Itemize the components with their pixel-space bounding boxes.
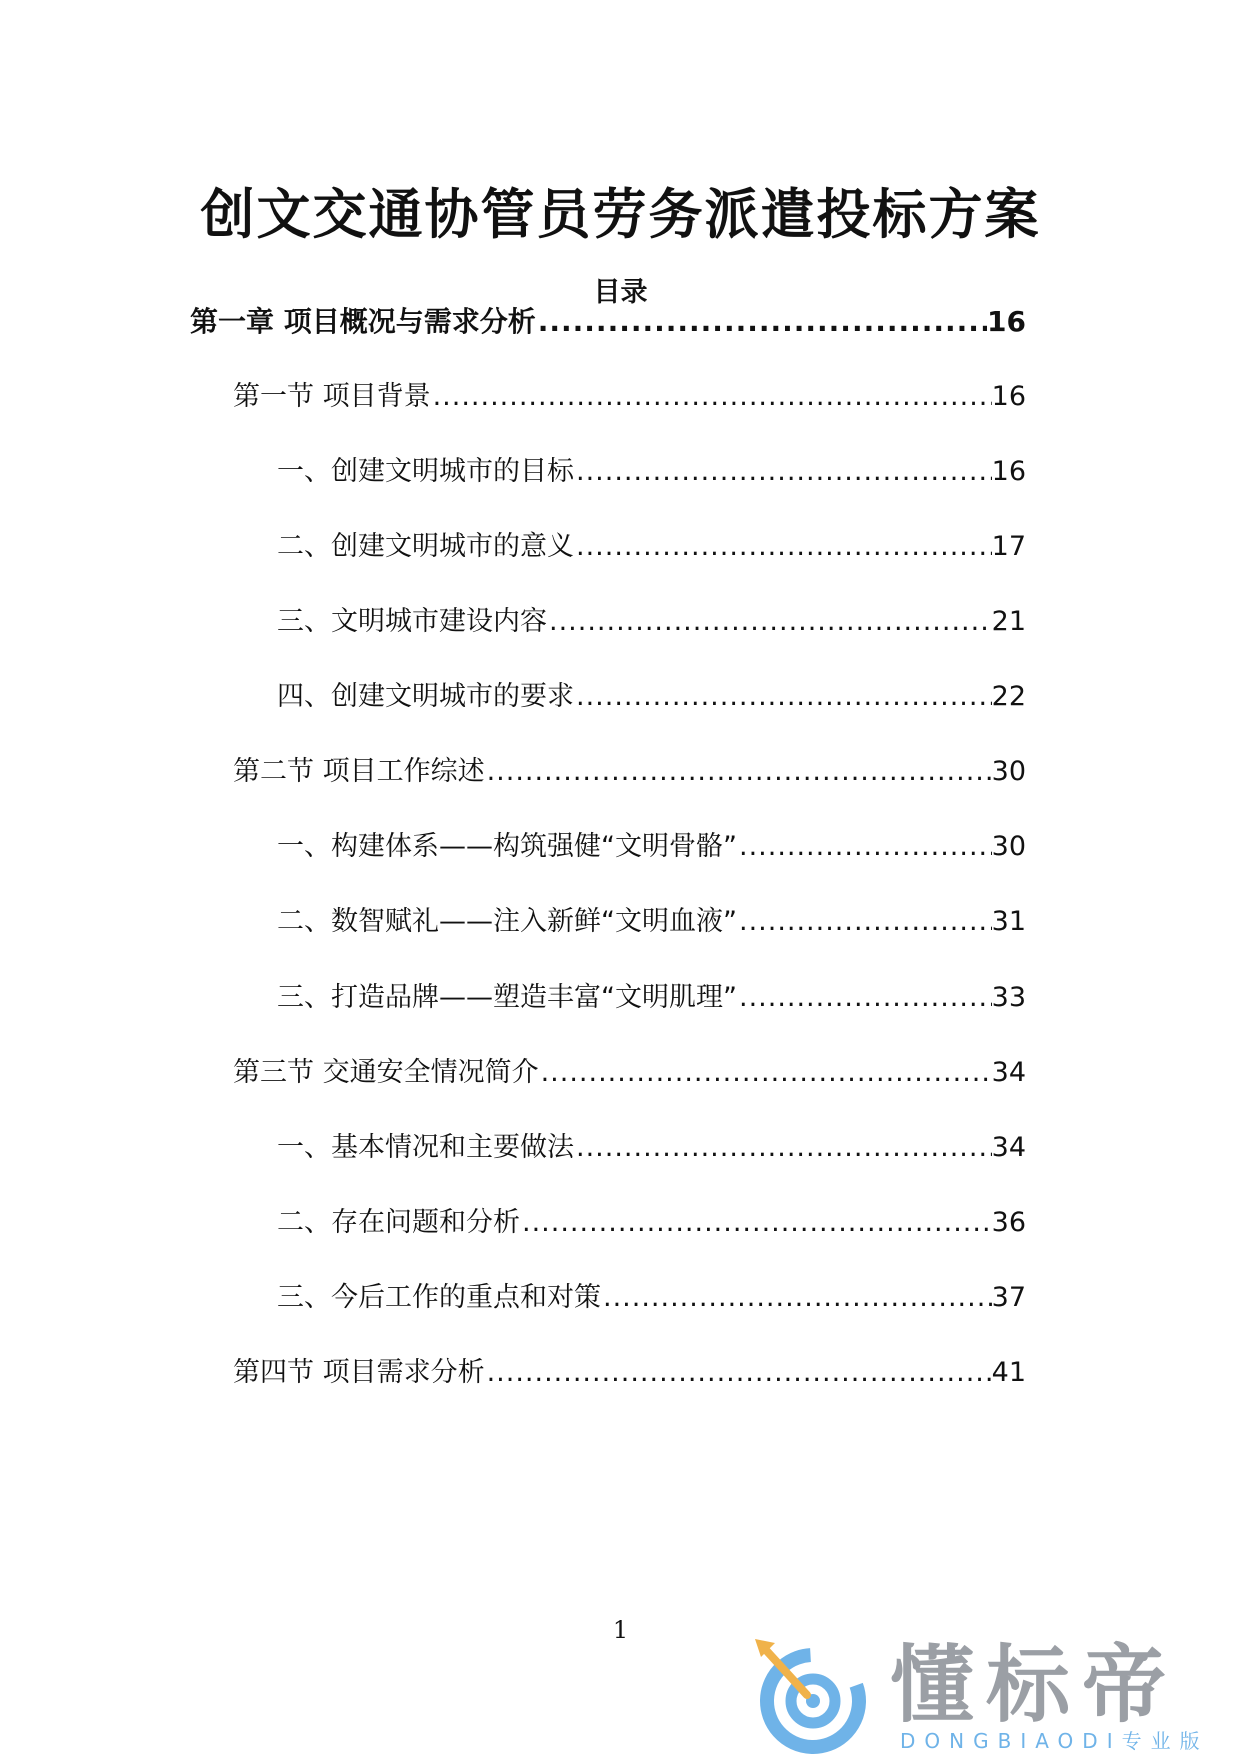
toc-entry-label: 第三节 交通安全情况简介 xyxy=(233,1057,539,1088)
toc-entry-label: 四、创建文明城市的要求 xyxy=(277,681,574,712)
toc-dot-leader xyxy=(601,1278,992,1318)
toc-dot-leader xyxy=(737,902,992,942)
toc-dot-leader xyxy=(737,978,992,1018)
toc-entry-page: 22 xyxy=(991,681,1026,712)
toc-entry-page: 16 xyxy=(991,381,1026,412)
toc-entry-label: 一、创建文明城市的目标 xyxy=(277,456,574,487)
page-number: 1 xyxy=(612,1616,629,1644)
toc-entry-page: 30 xyxy=(991,756,1026,787)
toc-entry-subsection[interactable] xyxy=(277,1203,1026,1243)
toc-entry-page: 31 xyxy=(991,906,1026,937)
toc-entry-page: 41 xyxy=(991,1357,1026,1388)
toc-entry-label: 第一节 项目背景 xyxy=(233,381,431,412)
toc-entry-label: 第一章 项目概况与需求分析 xyxy=(190,305,536,338)
toc-dot-leader xyxy=(737,827,992,867)
toc-entry-label: 一、基本情况和主要做法 xyxy=(277,1132,574,1163)
toc-entry-label: 第二节 项目工作综述 xyxy=(233,756,485,787)
toc-entry-label: 第四节 项目需求分析 xyxy=(233,1357,485,1388)
toc-dot-leader xyxy=(547,602,992,642)
toc-entry-subsection[interactable] xyxy=(277,978,1026,1018)
toc-dot-leader xyxy=(574,527,992,567)
toc-entry-label: 三、今后工作的重点和对策 xyxy=(277,1282,601,1313)
toc-entry-page: 16 xyxy=(987,305,1026,338)
toc-heading: 目录 xyxy=(593,277,648,308)
toc-entry-subsection[interactable] xyxy=(277,677,1026,717)
toc-entry-page: 17 xyxy=(991,531,1026,562)
toc-entry-subsection[interactable] xyxy=(277,602,1026,642)
toc-dot-leader xyxy=(574,1128,992,1168)
page-title: 创文交通协管员劳务派遣投标方案 xyxy=(200,183,1041,246)
toc-entry-subsection[interactable] xyxy=(277,827,1026,867)
toc-entry-label: 二、创建文明城市的意义 xyxy=(277,531,574,562)
toc-entry-page: 36 xyxy=(991,1207,1026,1238)
watermark xyxy=(740,1635,1241,1754)
target-arrow-icon xyxy=(745,1635,875,1754)
toc-entry-label: 二、存在问题和分析 xyxy=(277,1207,520,1238)
toc-entry-label: 二、数智赋礼——注入新鲜“文明血液” xyxy=(277,906,737,937)
toc-entry-subsection[interactable] xyxy=(277,527,1026,567)
toc-entry-page: 34 xyxy=(991,1057,1026,1088)
toc-entry-page: 30 xyxy=(991,831,1026,862)
toc-dot-leader xyxy=(485,1353,992,1393)
toc-entry-page: 33 xyxy=(991,982,1026,1013)
toc-entry-label: 一、构建体系——构筑强健“文明骨骼” xyxy=(277,831,737,862)
toc-entry-label: 三、打造品牌——塑造丰富“文明肌理” xyxy=(277,982,737,1013)
toc-entry-label: 三、文明城市建设内容 xyxy=(277,606,547,637)
toc-entry-section[interactable] xyxy=(233,752,1026,792)
toc-dot-leader xyxy=(520,1203,992,1243)
toc-entry-subsection[interactable] xyxy=(277,902,1026,942)
toc-entry-page: 16 xyxy=(991,456,1026,487)
toc-dot-leader xyxy=(539,1053,992,1093)
toc-dot-leader xyxy=(574,452,992,492)
toc-dot-leader xyxy=(574,677,992,717)
toc-entry-section[interactable] xyxy=(233,1353,1026,1393)
toc-dot-leader xyxy=(485,752,992,792)
toc-dot-leader xyxy=(536,302,987,342)
toc-entry-subsection[interactable] xyxy=(277,1128,1026,1168)
toc-entry-subsection[interactable] xyxy=(277,1278,1026,1318)
toc-entry-chapter-1[interactable] xyxy=(190,302,1026,342)
toc-entry-page: 34 xyxy=(991,1132,1026,1163)
watermark-brand: 懂标帝 xyxy=(890,1636,1179,1734)
toc-dot-leader xyxy=(431,377,992,417)
toc-entry-page: 21 xyxy=(991,606,1026,637)
watermark-subtitle: DONGBIAODI专业版 xyxy=(900,1729,1209,1753)
toc-entry-subsection[interactable] xyxy=(277,452,1026,492)
toc-entry-section[interactable] xyxy=(233,377,1026,417)
toc-entry-page: 37 xyxy=(991,1282,1026,1313)
toc-entry-section[interactable] xyxy=(233,1053,1026,1093)
